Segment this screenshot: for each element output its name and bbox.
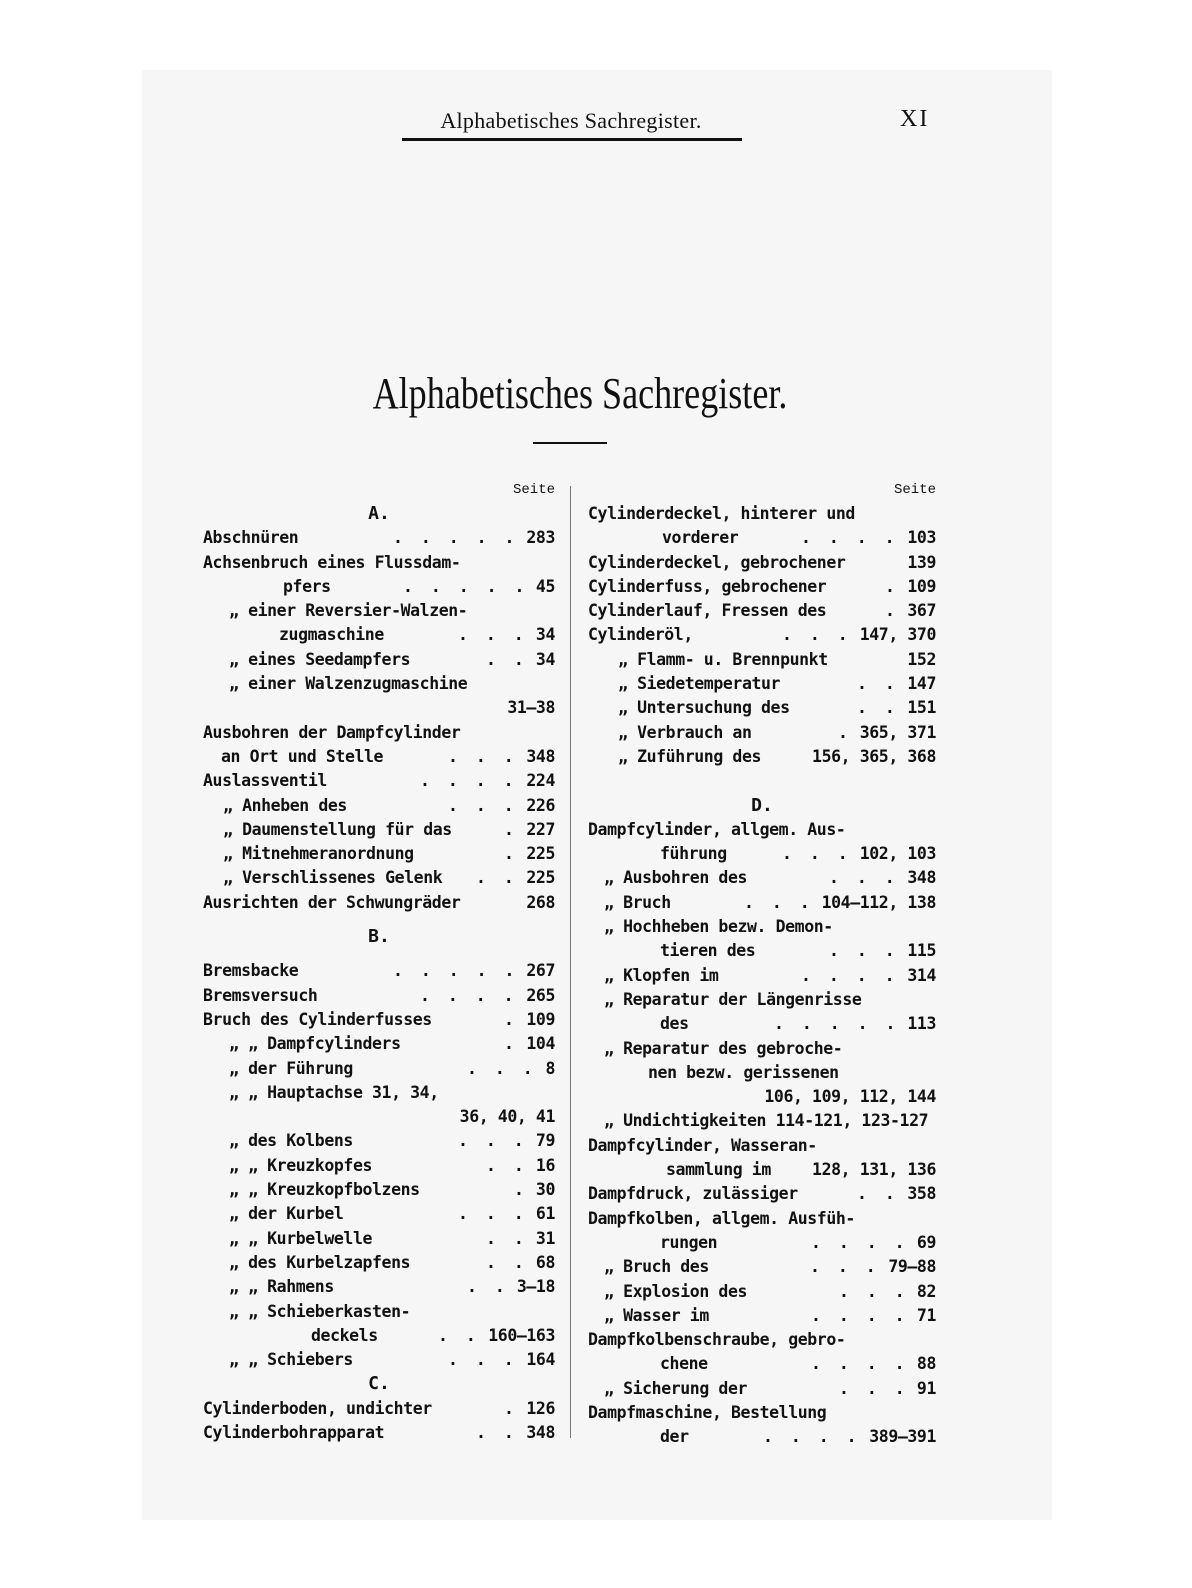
leader-dots: . . bbox=[438, 1325, 480, 1345]
leader-dots: . . bbox=[476, 1422, 518, 1442]
page-reference: 113 bbox=[907, 1014, 936, 1034]
page-reference: 109 bbox=[526, 1009, 555, 1029]
index-entry bbox=[203, 1397, 555, 1421]
page-reference: 102, 103 bbox=[859, 844, 936, 864]
entry-text: deckels bbox=[311, 1325, 378, 1345]
entry-text: „ Bruch bbox=[604, 892, 671, 912]
seite-label: Seite bbox=[512, 482, 555, 498]
entry-text: „ Explosion des bbox=[604, 1281, 748, 1301]
index-entry bbox=[588, 1255, 936, 1279]
page-reference: 224 bbox=[526, 771, 555, 791]
index-entry bbox=[588, 1377, 936, 1401]
page-reference: 367 bbox=[907, 601, 936, 621]
leader-dots: . . . bbox=[448, 795, 518, 815]
page-reference: 34 bbox=[535, 625, 555, 645]
leader-dots: . . . . . bbox=[403, 576, 529, 596]
leader-dots: . . bbox=[486, 649, 528, 669]
leader-dots: . bbox=[514, 1180, 528, 1200]
leader-dots: . . . bbox=[458, 1204, 528, 1224]
index-entry bbox=[203, 696, 555, 720]
page-reference: 8 bbox=[545, 1058, 555, 1078]
page-reference: 151 bbox=[907, 698, 936, 718]
section-letter: A. bbox=[368, 503, 390, 524]
index-entry bbox=[588, 1328, 936, 1352]
index-entry bbox=[203, 842, 555, 866]
page-reference: 225 bbox=[526, 844, 555, 864]
page-reference: 115 bbox=[907, 941, 936, 961]
leader-dots: . . . . bbox=[801, 528, 899, 548]
page-reference: 104 bbox=[526, 1034, 555, 1054]
page-reference: 147, 370 bbox=[859, 625, 936, 645]
entry-text: „ Reparatur des gebroche- bbox=[604, 1038, 843, 1058]
index-entry bbox=[588, 988, 936, 1012]
page-reference: 268 bbox=[526, 892, 555, 912]
entry-text: „ der Kurbel bbox=[229, 1204, 344, 1224]
page-reference: 103 bbox=[907, 528, 936, 548]
index-entry bbox=[203, 984, 555, 1008]
entry-text: Dampfdruck, zulässiger bbox=[588, 1184, 798, 1204]
entry-text: an Ort und Stelle bbox=[221, 746, 384, 766]
index-entry bbox=[203, 1081, 555, 1105]
index-entry bbox=[588, 1109, 936, 1133]
leader-dots: . . . . . bbox=[393, 961, 519, 981]
index-entry bbox=[588, 1425, 936, 1449]
leader-dots: . bbox=[504, 1398, 518, 1418]
index-entry bbox=[203, 648, 555, 672]
entry-text: Achsenbruch eines Flussdam- bbox=[203, 552, 461, 572]
entry-text: Cylinderöl, bbox=[588, 625, 693, 645]
leader-dots: . . . bbox=[829, 868, 899, 888]
page-reference: 348 bbox=[907, 868, 936, 888]
index-column-right bbox=[588, 478, 936, 1450]
index-entry bbox=[203, 745, 555, 769]
leader-dots: . . . . bbox=[801, 965, 899, 985]
index-entry bbox=[588, 1085, 936, 1109]
leader-dots: . . . bbox=[782, 625, 852, 645]
page-reference: 79 bbox=[535, 1131, 555, 1151]
seite-label: Seite bbox=[893, 482, 936, 498]
index-entry bbox=[203, 891, 555, 915]
page-reference: 389—391 bbox=[869, 1427, 936, 1447]
index-entry bbox=[203, 1057, 555, 1081]
leader-dots: . . . bbox=[448, 1350, 518, 1370]
index-entry bbox=[588, 526, 936, 550]
page-reference: 164 bbox=[526, 1350, 555, 1370]
entry-text: Dampfcylinder, Wasseran- bbox=[588, 1135, 817, 1155]
page-reference: 152 bbox=[907, 649, 936, 669]
leader-dots: . . . bbox=[458, 1131, 528, 1151]
index-entry bbox=[203, 672, 555, 696]
entry-text: Dampfkolben, allgem. Ausfüh- bbox=[588, 1208, 855, 1228]
entry-text: Cylinderdeckel, gebrochener bbox=[588, 552, 846, 572]
entry-text: „ Reparatur der Längenrisse bbox=[604, 989, 862, 1009]
index-entry bbox=[588, 1280, 936, 1304]
index-entry bbox=[203, 551, 555, 575]
index-entry bbox=[203, 623, 555, 647]
section-letter: D. bbox=[751, 794, 773, 816]
leader-dots: . . . bbox=[829, 941, 899, 961]
index-entry bbox=[588, 575, 936, 599]
page-reference: 31 bbox=[535, 1228, 555, 1248]
leader-dots: . . . bbox=[810, 1257, 880, 1277]
index-entry bbox=[588, 1012, 936, 1036]
index-entry bbox=[588, 939, 936, 963]
entry-text: führung bbox=[660, 844, 727, 864]
entry-text: „ „ Kurbelwelle bbox=[229, 1228, 373, 1248]
page-reference: 31—38 bbox=[507, 698, 555, 718]
page-reference: 147 bbox=[907, 674, 936, 694]
page-reference: 106, 109, 112, 144 bbox=[764, 1087, 936, 1107]
index-entry bbox=[588, 1401, 936, 1425]
index-entry bbox=[203, 1421, 555, 1445]
page-reference: 3—18 bbox=[516, 1277, 555, 1297]
entry-text: „ der Führung bbox=[229, 1058, 353, 1078]
entry-text: „ „ Rahmens bbox=[229, 1277, 334, 1297]
index-entry bbox=[203, 1275, 555, 1299]
leader-dots: . . bbox=[486, 1155, 528, 1175]
page-reference: 79—88 bbox=[888, 1257, 936, 1277]
page-reference: 314 bbox=[907, 965, 936, 985]
entry-text: Auslassventil bbox=[203, 771, 327, 791]
entry-text: „ Undichtigkeiten 114-121, 123-127 bbox=[604, 1111, 929, 1131]
entry-text: sammlung im bbox=[666, 1160, 771, 1180]
entry-text: Cylinderboden, undichter bbox=[203, 1398, 432, 1418]
index-entry bbox=[203, 1300, 555, 1324]
page-reference: 69 bbox=[916, 1232, 936, 1252]
page-reference: 71 bbox=[916, 1305, 936, 1325]
entry-text: „ Verschlissenes Gelenk bbox=[223, 868, 443, 888]
leader-dots: . . bbox=[857, 1184, 899, 1204]
entry-text: Cylinderbohrapparat bbox=[203, 1422, 385, 1442]
section-letter: C. bbox=[368, 1373, 390, 1395]
index-column-left bbox=[203, 478, 555, 1445]
leader-dots: . . . . bbox=[763, 1427, 861, 1447]
page-reference: 226 bbox=[526, 795, 555, 815]
index-entry bbox=[588, 648, 936, 672]
index-entry bbox=[588, 866, 936, 890]
page-reference: 16 bbox=[535, 1155, 555, 1175]
index-entry bbox=[203, 1324, 555, 1348]
entry-text: „ Zuführung des bbox=[618, 746, 762, 766]
index-entry bbox=[203, 818, 555, 842]
section-letter: B. bbox=[368, 926, 390, 948]
leader-dots: . bbox=[885, 576, 899, 596]
index-entry bbox=[203, 1178, 555, 1202]
index-entry bbox=[588, 1231, 936, 1255]
leader-dots: . bbox=[504, 844, 518, 864]
index-entry bbox=[588, 1182, 936, 1206]
page-reference: 88 bbox=[916, 1354, 936, 1374]
leader-dots: . . . bbox=[467, 1058, 537, 1078]
index-entries-right bbox=[588, 502, 936, 1450]
entry-text: „ Hochheben bezw. Demon- bbox=[604, 917, 833, 937]
entry-text: „ Bruch des bbox=[604, 1257, 709, 1277]
entry-text: „ des Kolbens bbox=[229, 1131, 353, 1151]
leader-dots: . . . . bbox=[811, 1354, 909, 1374]
page-reference: 160—163 bbox=[488, 1325, 555, 1345]
leader-dots: . . . . bbox=[420, 771, 518, 791]
index-entry bbox=[588, 1352, 936, 1376]
index-entry bbox=[203, 526, 555, 550]
leader-dots: . . . . bbox=[811, 1305, 909, 1325]
leader-dots: . bbox=[885, 601, 899, 621]
leader-dots: . . . bbox=[448, 746, 518, 766]
entry-text: des bbox=[660, 1014, 689, 1034]
index-entry bbox=[203, 1348, 555, 1372]
leader-dots: . . bbox=[857, 698, 899, 718]
index-entry bbox=[203, 599, 555, 623]
entry-text: „ „ Kreuzkopfbolzens bbox=[229, 1180, 420, 1200]
index-entry bbox=[203, 866, 555, 890]
leader-dots: . bbox=[838, 722, 852, 742]
leader-dots: . . . bbox=[839, 1378, 909, 1398]
leader-dots: . . bbox=[467, 1277, 509, 1297]
entry-text: Bruch des Cylinderfusses bbox=[203, 1009, 432, 1029]
index-entry bbox=[588, 599, 936, 623]
index-entry bbox=[588, 1158, 936, 1182]
page-reference: 61 bbox=[535, 1204, 555, 1224]
index-entry bbox=[588, 1134, 936, 1158]
index-entry bbox=[203, 1032, 555, 1056]
index-entry bbox=[588, 964, 936, 988]
page-reference: 128, 131, 136 bbox=[812, 1160, 936, 1180]
index-entry bbox=[588, 672, 936, 696]
index-entry bbox=[588, 891, 936, 915]
leader-dots: . . . bbox=[744, 892, 814, 912]
index-entry bbox=[203, 1202, 555, 1226]
page-reference: 34 bbox=[535, 649, 555, 669]
page-reference: 82 bbox=[916, 1281, 936, 1301]
index-entry bbox=[203, 1251, 555, 1275]
index-entry bbox=[588, 915, 936, 939]
spacer bbox=[203, 949, 555, 959]
running-head-rule bbox=[402, 138, 742, 141]
page-reference: 68 bbox=[535, 1252, 555, 1272]
index-entry bbox=[588, 721, 936, 745]
leader-dots: . . bbox=[486, 1228, 528, 1248]
entry-text: tieren des bbox=[660, 941, 756, 961]
title-rule bbox=[533, 442, 607, 444]
leader-dots: . . . . . bbox=[774, 1014, 900, 1034]
page-reference: 91 bbox=[916, 1378, 936, 1398]
leader-dots: . . . bbox=[458, 625, 528, 645]
entry-text: Bremsbacke bbox=[203, 961, 299, 981]
entry-text: pfers bbox=[283, 576, 331, 596]
page-reference: 227 bbox=[526, 819, 555, 839]
entry-text: rungen bbox=[660, 1232, 718, 1252]
entry-text: „ Sicherung der bbox=[604, 1378, 748, 1398]
column-divider bbox=[570, 486, 571, 1438]
index-entry bbox=[588, 551, 936, 575]
leader-dots: . bbox=[504, 819, 518, 839]
running-head-title: Alphabetisches Sachregister. bbox=[440, 108, 702, 133]
page-number: XI bbox=[900, 106, 930, 132]
entry-text: Cylinderfuss, gebrochener bbox=[588, 576, 827, 596]
entry-text: „ Verbrauch an bbox=[618, 722, 752, 742]
index-entry bbox=[588, 696, 936, 720]
entry-text: zugmaschine bbox=[279, 625, 384, 645]
index-entry bbox=[203, 959, 555, 983]
index-entry bbox=[203, 769, 555, 793]
leader-dots: . . . bbox=[782, 844, 852, 864]
entry-text: der bbox=[660, 1427, 689, 1447]
page-reference: 283 bbox=[526, 528, 555, 548]
leader-dots: . . bbox=[486, 1252, 528, 1272]
entry-text: „ „ Hauptachse 31, 34, bbox=[229, 1082, 439, 1102]
index-entry bbox=[588, 1207, 936, 1231]
page-reference: 30 bbox=[535, 1180, 555, 1200]
page-reference: 348 bbox=[526, 746, 555, 766]
index-entry bbox=[203, 575, 555, 599]
entry-text: Dampfmaschine, Bestellung bbox=[588, 1402, 827, 1422]
page-reference: 358 bbox=[907, 1184, 936, 1204]
entry-text: „ Anheben des bbox=[223, 795, 347, 815]
page-reference: 156, 365, 368 bbox=[812, 746, 936, 766]
entry-text: Dampfcylinder, allgem. Aus- bbox=[588, 819, 846, 839]
index-entry bbox=[588, 1037, 936, 1061]
leader-dots: . bbox=[504, 1034, 518, 1054]
entry-text: „ „ Schiebers bbox=[229, 1350, 353, 1370]
index-entry bbox=[588, 502, 936, 526]
leader-dots: . . bbox=[476, 868, 518, 888]
index-entry bbox=[203, 1227, 555, 1251]
entry-text: „ einer Reversier-Walzen- bbox=[229, 601, 468, 621]
entry-text: chene bbox=[660, 1354, 708, 1374]
page-reference: 45 bbox=[535, 576, 555, 596]
index-entry bbox=[588, 1304, 936, 1328]
page-reference: 139 bbox=[907, 552, 936, 572]
leader-dots: . . . bbox=[839, 1281, 909, 1301]
page-reference: 348 bbox=[526, 1422, 555, 1442]
page-reference: 267 bbox=[526, 961, 555, 981]
entry-text: vorderer bbox=[662, 528, 739, 548]
leader-dots: . . . . bbox=[420, 985, 518, 1005]
entry-text: Abschnüren bbox=[203, 528, 299, 548]
index-entries-left bbox=[203, 502, 555, 1445]
entry-text: Ausrichten der Schwungräder bbox=[203, 892, 461, 912]
index-entry bbox=[588, 818, 936, 842]
index-entry bbox=[203, 1008, 555, 1032]
entry-text: „ Flamm- u. Brennpunkt bbox=[618, 649, 828, 669]
entry-text: „ Wasser im bbox=[604, 1305, 709, 1325]
index-entry bbox=[588, 1061, 936, 1085]
index-entry bbox=[588, 745, 936, 769]
entry-text: „ eines Seedampfers bbox=[229, 649, 411, 669]
entry-text: „ einer Walzenzugmaschine bbox=[229, 674, 468, 694]
page-reference: 109 bbox=[907, 576, 936, 596]
entry-text: „ „ Schieberkasten- bbox=[229, 1301, 411, 1321]
entry-text: „ Daumenstellung für das bbox=[223, 819, 452, 839]
index-entry bbox=[203, 1105, 555, 1129]
leader-dots: . . bbox=[857, 674, 899, 694]
page-title: Alphabetisches Sachregister. bbox=[372, 369, 788, 418]
entry-text: nen bezw. gerissenen bbox=[648, 1062, 839, 1082]
entry-text: „ Ausbohren des bbox=[604, 868, 748, 888]
entry-text: „ Mitnehmeranordnung bbox=[223, 844, 414, 864]
leader-dots: . . . . bbox=[811, 1232, 909, 1252]
entry-text: Dampfkolbenschraube, gebro- bbox=[588, 1330, 846, 1350]
entry-text: Ausbohren der Dampfcylinder bbox=[203, 722, 461, 742]
page-reference: 365, 371 bbox=[859, 722, 936, 742]
spacer bbox=[588, 769, 936, 793]
index-entry bbox=[203, 1154, 555, 1178]
leader-dots: . . . . . bbox=[393, 528, 519, 548]
leader-dots: . bbox=[504, 1009, 518, 1029]
entry-text: Cylinderdeckel, hinterer und bbox=[588, 504, 855, 523]
index-entry bbox=[588, 623, 936, 647]
page-reference: 104—112, 138 bbox=[821, 892, 936, 912]
index-entry bbox=[203, 794, 555, 818]
page-reference: 225 bbox=[526, 868, 555, 888]
page-reference: 265 bbox=[526, 985, 555, 1005]
page-reference: 36, 40, 41 bbox=[459, 1107, 555, 1127]
entry-text: „ Untersuchung des bbox=[618, 698, 790, 718]
index-entry bbox=[588, 842, 936, 866]
entry-text: Cylinderlauf, Fressen des bbox=[588, 601, 827, 621]
page-reference: 126 bbox=[526, 1398, 555, 1418]
entry-text: „ „ Dampfcylinders bbox=[229, 1034, 401, 1054]
spacer bbox=[203, 915, 555, 925]
entry-text: „ Klopfen im bbox=[604, 965, 719, 985]
index-entry bbox=[203, 1129, 555, 1153]
entry-text: „ Siedetemperatur bbox=[618, 674, 781, 694]
index-entry bbox=[203, 721, 555, 745]
entry-text: „ des Kurbelzapfens bbox=[229, 1252, 411, 1272]
entry-text: „ „ Kreuzkopfes bbox=[229, 1155, 373, 1175]
entry-text: Bremsversuch bbox=[203, 985, 318, 1005]
